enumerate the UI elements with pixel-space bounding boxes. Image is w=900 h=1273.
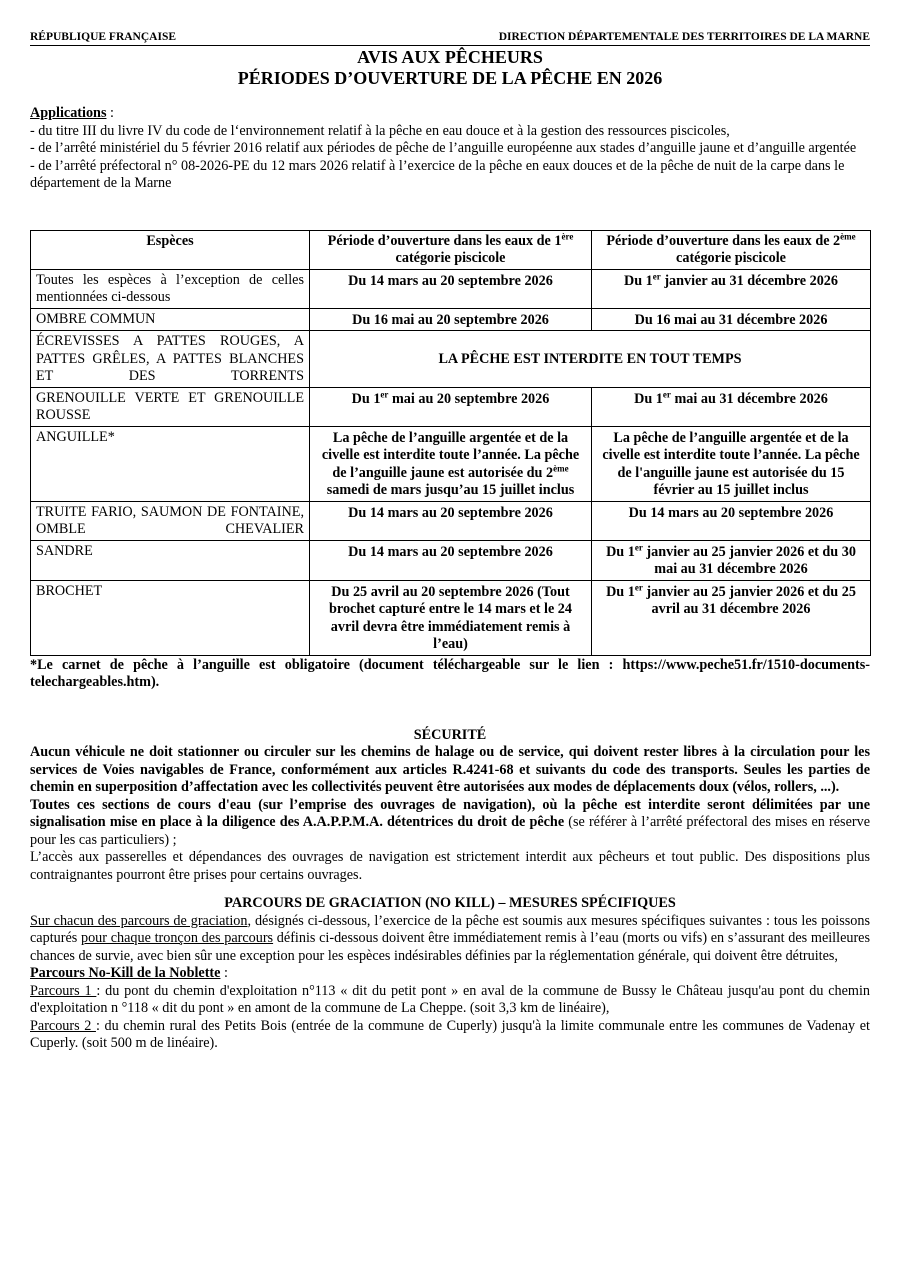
species-cell: Toutes les espèces à l’exception de celles mentionnées ci-dessous	[31, 269, 310, 308]
document-title	[30, 47, 870, 89]
table-row	[31, 426, 871, 501]
species-cell: SANDRE	[31, 540, 310, 580]
eel-logbook-note: *Le carnet de pêche à l’anguille est obligatoire (document téléchargeable sur le lien : https://www.peche51.fr/1510-documents-telechargeables.htm).	[30, 656, 870, 690]
header-category-2: Période d’ouverture dans les eaux de 2ème catégorie piscicole	[592, 230, 871, 269]
parcours-2: Parcours 2 : du chemin rural des Petits Bois (entrée de la commune de Cuperly) jusqu'à la limite communale entre les communes de Vadenay et Cuperly. (soit 500 m de linéaire).	[30, 1017, 870, 1051]
applications-item: - de l’arrêté préfectoral n° 08-2026-PE du 12 mars 2026 relatif à l’exercice de la pêche en eaux douces et de la pêche de nuit de la carpe dans le département de la Marne	[30, 157, 845, 191]
period-cat2-cell: Du 1er janvier au 31 décembre 2026	[592, 269, 871, 308]
fishing-periods-table	[30, 230, 871, 656]
species-cell: GRENOUILLE VERTE ET GRENOUILLE ROUSSE	[31, 387, 310, 426]
applications-heading	[30, 105, 870, 123]
noblette-heading: Parcours No-Kill de la Noblette :	[30, 965, 228, 981]
nokill-title: PARCOURS DE GRACIATION (NO KILL) – MESURES SPÉCIFIQUES	[224, 895, 676, 911]
table-row	[31, 308, 871, 331]
species-cell: BROCHET	[31, 580, 310, 655]
period-cat1-cell: Du 1er mai au 20 septembre 2026	[310, 387, 592, 426]
period-cat2-cell: Du 1er janvier au 25 janvier 2026 et du 25 avril au 31 décembre 2026	[592, 580, 871, 655]
applications-label-suffix: :	[106, 105, 114, 121]
prohibited-cell: LA PÊCHE EST INTERDITE EN TOUT TEMPS	[310, 331, 871, 388]
table-row	[31, 580, 871, 655]
security-paragraph-2: Toutes ces sections de cours d'eau (sur l’emprise des ouvrages de navigation), où la pêche est interdite seront délimitées par une signalisation mise en place à la diligence des A.A.P.P.M.A. détentrices du droit de pêche (se référer à l’arrêté préfectoral des mises en réserve pour les cas particuliers) ;	[30, 796, 870, 848]
period-cat2-cell: Du 16 mai au 31 décembre 2026	[592, 308, 871, 331]
species-cell: ANGUILLE*	[31, 426, 310, 501]
applications-label: Applications	[30, 105, 107, 121]
header-left: RÉPUBLIQUE FRANÇAISE	[30, 31, 177, 43]
species-cell: TRUITE FARIO, SAUMON DE FONTAINE, OMBLE CHEVALIER	[31, 501, 310, 540]
applications-item: - du titre III du livre IV du code de l‘environnement relatif à la pêche en eau douce et à la gestion des ressources piscicoles,	[30, 122, 730, 139]
period-cat1-cell: Du 14 mars au 20 septembre 2026	[310, 269, 592, 308]
table-row	[31, 501, 871, 540]
period-cat1-cell: Du 16 mai au 20 septembre 2026	[310, 308, 592, 331]
title-line-2: PÉRIODES D’OUVERTURE DE LA PÊCHE EN 2026	[237, 68, 663, 88]
period-cat2-cell: Du 1er mai au 31 décembre 2026	[592, 387, 871, 426]
nokill-intro: Sur chacun des parcours de graciation, désignés ci-dessous, l’exercice de la pêche est soumis aux mesures spécifiques suivantes : tous les poissons capturés pour chaque tronçon des parcours définis ci-dessous doivent être immédiatement remis à l’eau (morts ou vifs) en s’assurant des meilleures chances de survie, avec bien sûr une exception pour les espèces indésirables définies par la réglementation générale, qui doivent être détruites,	[30, 912, 870, 964]
applications-section	[30, 105, 870, 193]
header-category-1: Période d’ouverture dans les eaux de 1ère catégorie piscicole	[310, 230, 592, 269]
period-cat2-cell: La pêche de l’anguille argentée et de la civelle est interdite toute l’année. La pêche de l'anguille jaune est autorisée du 15 février au 15 juillet inclus	[592, 426, 871, 501]
species-cell: ÉCREVISSES A PATTES ROUGES, A PATTES GRÊLES, A PATTES BLANCHES ET DES TORRENTS	[31, 331, 310, 388]
period-cat1-cell: Du 25 avril au 20 septembre 2026 (Tout brochet capturé entre le 14 mars et le 24 avril devra être immédiatement remis à l’eau)	[310, 580, 592, 655]
title-line-1: AVIS AUX PÊCHEURS	[357, 47, 543, 67]
document-header	[30, 30, 870, 46]
document-page	[30, 30, 870, 1053]
species-cell: OMBRE COMMUN	[31, 308, 310, 331]
table-row	[31, 269, 871, 308]
header-species: Espèces	[31, 230, 310, 269]
security-paragraph-3: L’accès aux passerelles et dépendances des ouvrages de navigation est strictement interdit aux pêcheurs et tout public. Des dispositions plus contraignantes pourront être prises pour certains ouvrages.	[30, 849, 870, 883]
table-row	[31, 540, 871, 580]
period-cat2-cell: Du 1er janvier au 25 janvier 2026 et du 30 mai au 31 décembre 2026	[592, 540, 871, 580]
applications-item: - de l’arrêté ministériel du 5 février 2016 relatif aux périodes de pêche de l’anguille européenne aux stades d’anguille jaune et d’anguille argentée	[30, 140, 857, 156]
table-row	[31, 387, 871, 426]
table-header-row	[31, 230, 871, 269]
period-cat1-cell: Du 14 mars au 20 septembre 2026	[310, 501, 592, 540]
parcours-1: Parcours 1 : du pont du chemin d'exploitation n°113 « dit du petit pont » en aval de la commune de Bussy le Château jusqu'au pont du chemin d'exploitation n °118 « dit du pont » en amont de la commune de La Cheppe. (soit 3,3 km de linéaire),	[30, 982, 870, 1016]
header-right: DIRECTION DÉPARTEMENTALE DES TERRITOIRES DE LA MARNE	[498, 31, 870, 43]
period-cat1-cell: Du 14 mars au 20 septembre 2026	[310, 540, 592, 580]
period-cat2-cell: Du 14 mars au 20 septembre 2026	[592, 501, 871, 540]
period-cat1-cell: La pêche de l’anguille argentée et de la civelle est interdite toute l’année. La pêche de l’anguille jaune est autorisée du 2ème samedi de mars jusqu’au 15 juillet inclus	[310, 426, 592, 501]
security-title: SÉCURITÉ	[413, 726, 487, 743]
security-paragraph-1: Aucun véhicule ne doit stationner ou circuler sur les chemins de halage ou de service, qui doivent rester libres à la circulation pour les services de Voies navigables de France, conformément aux articles R.4241-68 et suivants du code des transports. Seules les parties de chemin en superposition d’affectation avec les collectivités peuvent être autorisées aux modes de déplacements doux (vélos, rollers, ...).	[30, 744, 870, 795]
table-row	[31, 331, 871, 388]
